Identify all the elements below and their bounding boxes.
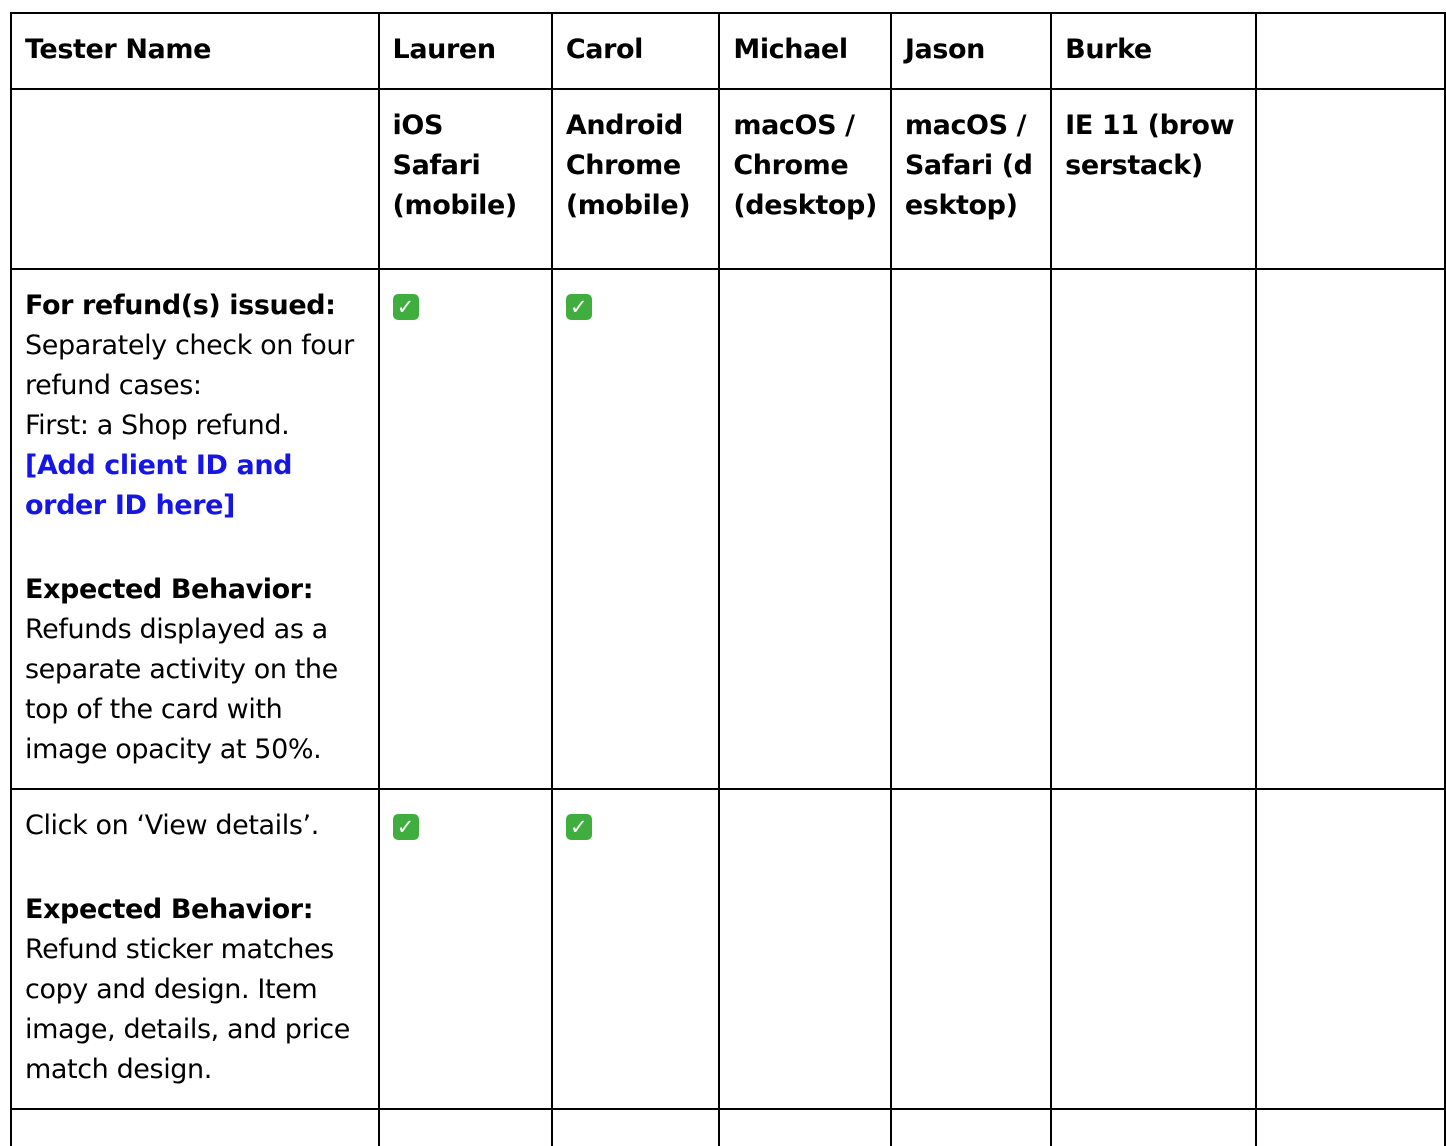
test-case-row: [11, 789, 1445, 1109]
empty-cell: [379, 1109, 552, 1146]
environment-cell: iOS Safari (mobile): [379, 89, 552, 269]
test-step-cell[interactable]: [11, 269, 379, 789]
result-cell[interactable]: [719, 789, 891, 1109]
header-row: [11, 13, 1445, 89]
header-label-cell: Tester Name: [11, 13, 379, 89]
result-cell[interactable]: [719, 269, 891, 789]
tester-name-cell: Burke: [1051, 13, 1256, 89]
tester-name-cell: Jason: [891, 13, 1051, 89]
empty-cell: [1256, 1109, 1445, 1146]
empty-cell: [552, 1109, 720, 1146]
step-text: Click on ‘View details’.: [25, 810, 319, 841]
environment-cell: [1256, 89, 1445, 269]
result-cell[interactable]: [1051, 269, 1256, 789]
result-cell[interactable]: [1051, 789, 1256, 1109]
empty-cell: [11, 1109, 379, 1146]
check-mark-icon: ✓: [566, 294, 592, 320]
environment-row: [11, 89, 1445, 269]
empty-cell: [1051, 1109, 1256, 1146]
placeholder-link[interactable]: [Add client ID and order ID here]: [25, 450, 293, 521]
step-text: Separately check on four refund cases:: [25, 330, 354, 401]
expected-behavior-text: Refund sticker matches copy and design. Item image, details, and price match design.: [25, 934, 350, 1085]
test-step-cell[interactable]: [11, 789, 379, 1109]
next-row-partial: [11, 1109, 1445, 1146]
test-matrix-table: [10, 12, 1446, 1146]
check-mark-icon: ✓: [566, 814, 592, 840]
tester-name-cell: [1256, 13, 1445, 89]
environment-label-cell: [11, 89, 379, 269]
result-cell[interactable]: [1256, 789, 1445, 1109]
test-case-row: [11, 269, 1445, 789]
spacer: [25, 846, 365, 890]
empty-cell: [891, 1109, 1051, 1146]
result-cell[interactable]: [379, 269, 552, 789]
expected-behavior-label: Expected Behavior:: [25, 574, 314, 605]
environment-cell: macOS / Chrome (desktop): [719, 89, 891, 269]
result-cell[interactable]: [891, 789, 1051, 1109]
result-cell[interactable]: [1256, 269, 1445, 789]
tester-name-cell: Lauren: [379, 13, 552, 89]
tester-name-cell: Carol: [552, 13, 720, 89]
empty-cell: [719, 1109, 891, 1146]
tester-name-cell: Michael: [719, 13, 891, 89]
result-cell[interactable]: [552, 789, 720, 1109]
result-cell[interactable]: [552, 269, 720, 789]
environment-cell: Android Chrome (mobile): [552, 89, 720, 269]
result-cell[interactable]: [891, 269, 1051, 789]
expected-behavior-text: Refunds displayed as a separate activity on the top of the card with image opacity at 50%.: [25, 614, 338, 765]
environment-cell: macOS / Safari (desktop): [891, 89, 1051, 269]
result-cell[interactable]: [379, 789, 552, 1109]
step-text: First: a Shop refund.: [25, 410, 290, 441]
expected-behavior-label: Expected Behavior:: [25, 894, 314, 925]
spacer: [25, 526, 365, 570]
check-mark-icon: ✓: [393, 294, 419, 320]
check-mark-icon: ✓: [393, 814, 419, 840]
step-title: For refund(s) issued:: [25, 290, 336, 321]
environment-cell: IE 11 (browserstack): [1051, 89, 1256, 269]
